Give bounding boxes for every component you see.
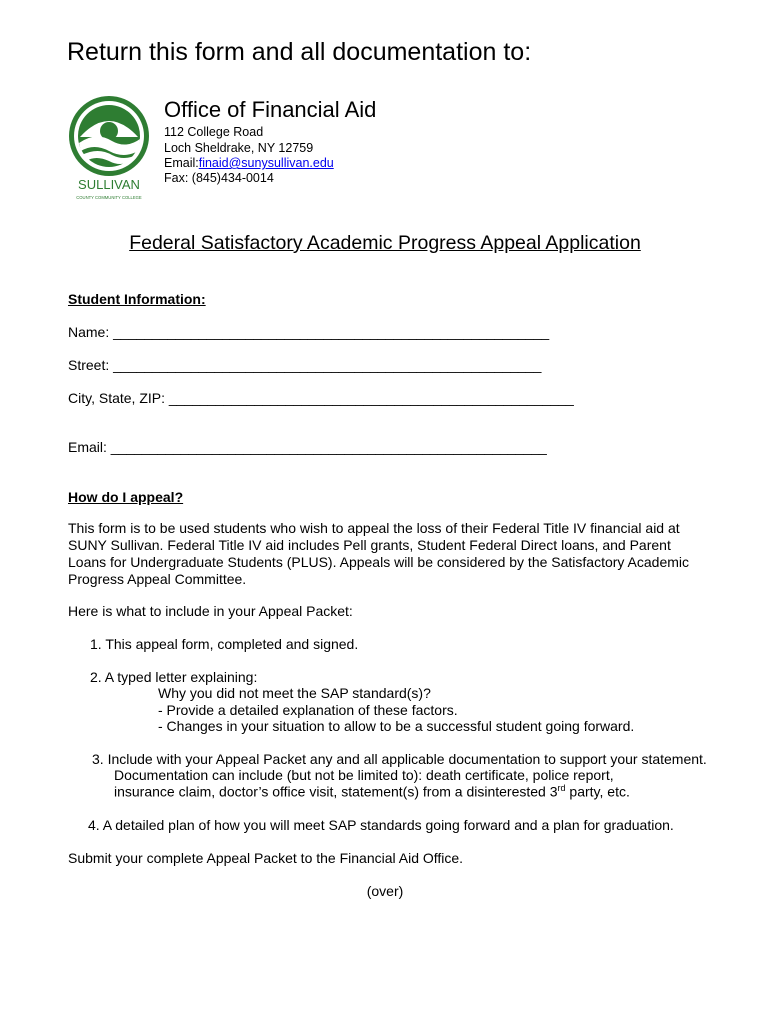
list-item-3-sub-c-end: party, etc. (565, 783, 630, 800)
return-heading: Return this form and all documentation to: (67, 38, 532, 66)
over-note: (over) (366, 883, 404, 899)
email-line (164, 156, 334, 170)
include-lead: Here is what to include in your Appeal Packet: (68, 603, 353, 619)
list-item-2-sub-c: - Changes in your situation to allow to be a successful student going forward. (158, 718, 635, 734)
submit-instruction: Submit your complete Appeal Packet to the Financial Aid Office. (68, 850, 464, 866)
city-state-zip-field: City, State, ZIP: ____________________________________________________ (68, 390, 574, 406)
name-field: Name: ________________________________________________________ (68, 324, 550, 340)
how-to-appeal-heading: How do I appeal? (68, 489, 184, 505)
list-item-3-sub-c-text: insurance claim, doctor’s office visit, statement(s) from a disinterested 3 (114, 783, 558, 800)
list-item-3-sub-c (114, 783, 630, 800)
list-item-1: 1. This appeal form, completed and signed. (90, 636, 359, 652)
college-logo (66, 93, 152, 203)
form-title: Federal Satisfactory Academic Progress Appeal Application (129, 232, 641, 254)
list-item-3-sub-b: Documentation can include (but not be limited to): death certificate, police report, (114, 767, 614, 783)
logo-name: SULLIVAN (78, 177, 140, 192)
email-link[interactable]: finaid@sunysullivan.edu (198, 156, 334, 170)
list-item-4: 4. A detailed plan of how you will meet SAP standards going forward and a plan for graduation. (88, 817, 674, 833)
college-logo-icon (66, 93, 152, 203)
intro-paragraph: This form is to be used students who wish to appeal the loss of their Federal Title IV financial aid at SUNY Sullivan. Federal Title IV aid includes Pell grants, Student Federal Direct loans, and Parent Loans for Undergraduate Students (PLUS). Appeals will be considered by the Satisfactory Academic Progress Appeal Committee. (68, 520, 690, 587)
logo-subtitle: COUNTY COMMUNITY COLLEGE (76, 195, 142, 200)
fax-line: Fax: (845)434-0014 (164, 171, 274, 185)
list-item-2-sub-a: Why you did not meet the SAP standard(s)? (158, 685, 431, 701)
list-item-2-sub-b: - Provide a detailed explanation of these factors. (158, 702, 458, 718)
student-info-heading: Student Information: (68, 291, 206, 307)
email-field: Email: ________________________________________________________ (68, 439, 547, 455)
address-street: 112 College Road (164, 125, 264, 139)
office-title: Office of Financial Aid (164, 97, 377, 122)
address-city: Loch Sheldrake, NY 12759 (164, 141, 314, 155)
list-item-3: 3. Include with your Appeal Packet any and all applicable documentation to support your statement. (92, 751, 707, 767)
email-label: Email: (164, 156, 199, 170)
street-field: Street: _______________________________________________________ (68, 357, 542, 373)
ordinal-superscript: rd (557, 783, 566, 793)
list-item-2: 2. A typed letter explaining: (90, 669, 258, 685)
